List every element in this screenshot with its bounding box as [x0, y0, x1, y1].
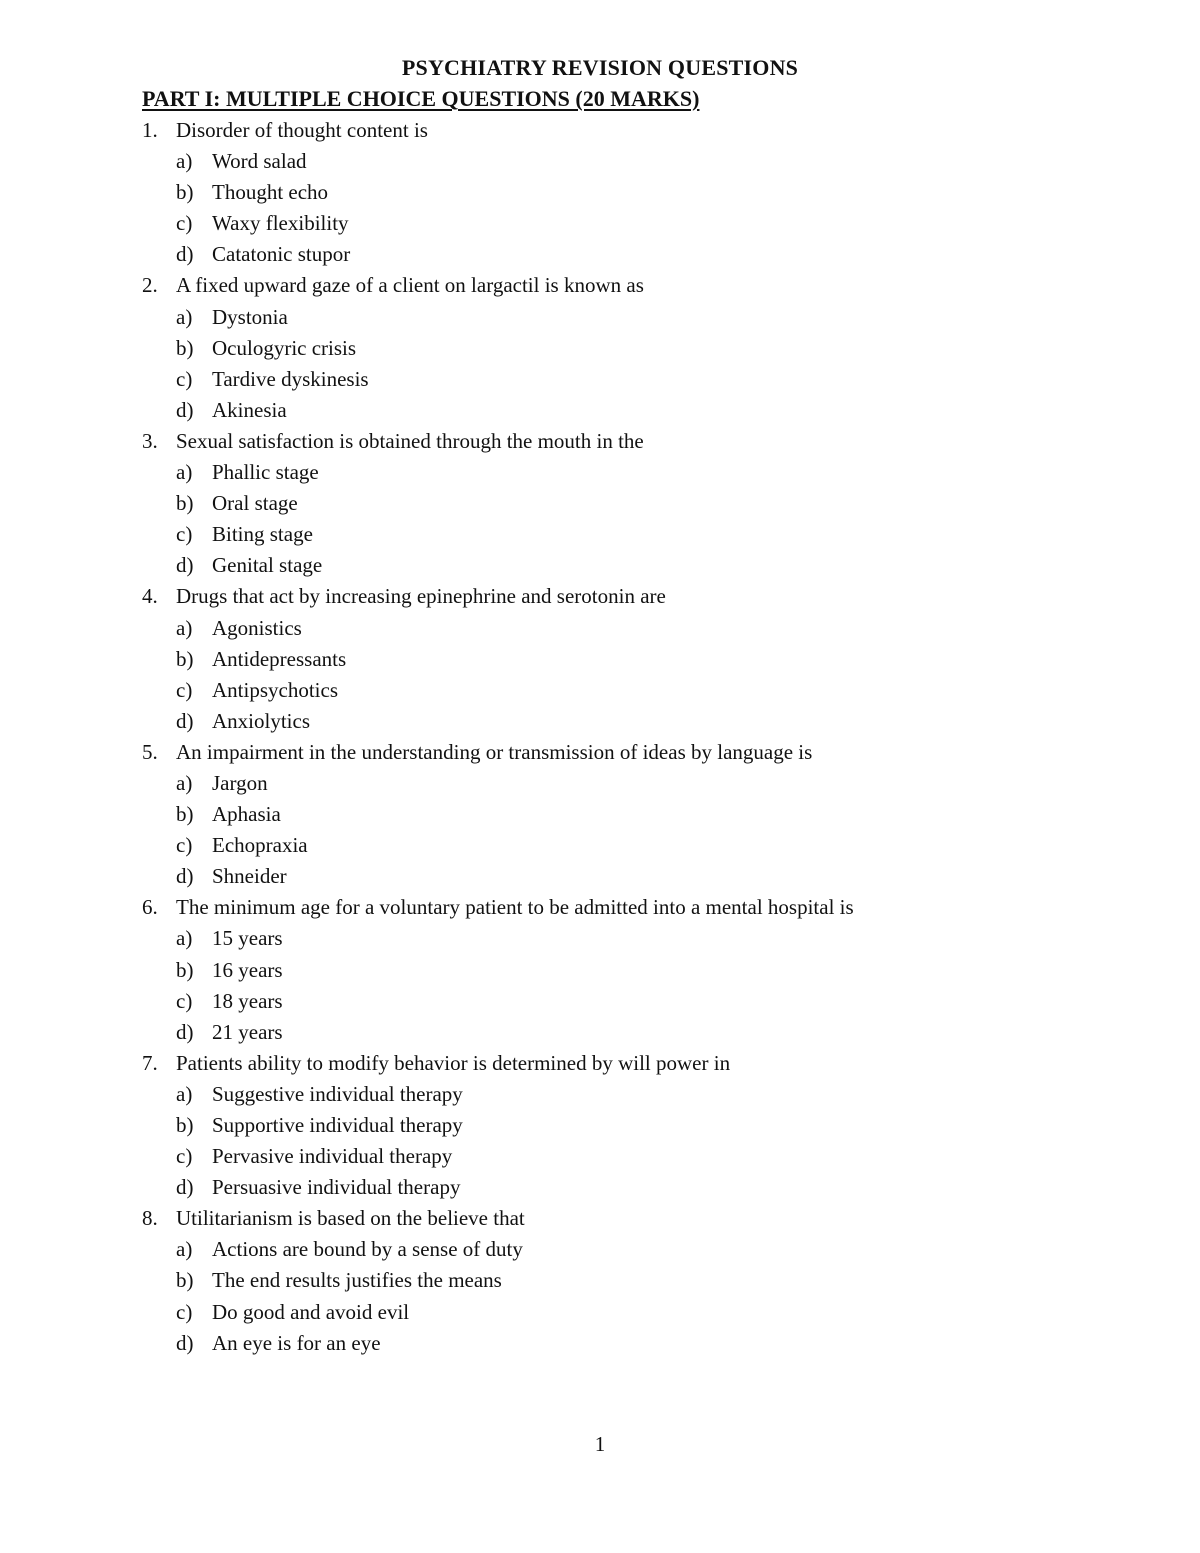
option-letter: d) [176, 1175, 194, 1200]
option-letter: b) [176, 802, 194, 827]
option-line [142, 458, 1142, 489]
option-text: Antidepressants [212, 646, 347, 671]
option-line [142, 1329, 1142, 1360]
option-line [142, 987, 1142, 1018]
question-item [142, 116, 1142, 271]
option-letter: c) [176, 677, 193, 702]
option-text: Suggestive individual therapy [212, 1081, 463, 1106]
option-letter: d) [176, 864, 194, 889]
option-line [142, 303, 1142, 334]
option-line [142, 209, 1142, 240]
question-text: Disorder of thought content is [176, 118, 428, 142]
option-letter: a) [176, 460, 193, 485]
option-letter: a) [176, 926, 193, 951]
option-text: Phallic stage [212, 460, 319, 485]
option-letter: b) [176, 335, 194, 360]
question-item [142, 427, 1142, 582]
option-line [142, 520, 1142, 551]
question-text: A fixed upward gaze of a client on largactil is known as [176, 273, 644, 298]
question-line [142, 582, 1142, 613]
option-line [142, 365, 1142, 396]
question-text: Sexual satisfaction is obtained through the mouth in the [176, 428, 644, 453]
option-text: Dystonia [212, 304, 288, 329]
option-text: Antipsychotics [212, 677, 338, 702]
option-line [142, 831, 1142, 862]
option-line [142, 551, 1142, 582]
option-line [142, 924, 1142, 955]
question-text: Drugs that act by increasing epinephrine and serotonin are [176, 584, 666, 609]
option-text: 21 years [212, 1019, 283, 1044]
option-text: Oral stage [212, 491, 298, 516]
option-text: Genital stage [212, 553, 323, 578]
question-text: An impairment in the understanding or transmission of ideas by language is [176, 739, 813, 764]
option-text: Waxy flexibility [212, 211, 349, 236]
option-letter: b) [176, 180, 194, 205]
option-line [142, 800, 1142, 831]
question-number: 8. [142, 1206, 158, 1231]
option-line [142, 334, 1142, 365]
option-letter: a) [176, 770, 193, 795]
option-text: Aphasia [212, 802, 281, 827]
option-line [142, 862, 1142, 893]
option-letter: a) [176, 149, 193, 174]
question-number: 3. [142, 428, 158, 453]
part-heading: PART I: MULTIPLE CHOICE QUESTIONS (20 MARKS) [142, 86, 700, 111]
option-letter: c) [176, 1299, 193, 1324]
option-line [142, 1266, 1142, 1297]
document-title: PSYCHIATRY REVISION QUESTIONS [401, 55, 799, 80]
option-letter: d) [176, 1019, 194, 1044]
option-text: Persuasive individual therapy [212, 1175, 461, 1200]
question-text: Utilitarianism is based on the believe that [176, 1206, 525, 1231]
option-letter: c) [176, 211, 193, 236]
question-number: 2. [142, 273, 158, 298]
option-letter: c) [176, 988, 193, 1013]
option-letter: c) [176, 522, 193, 547]
question-number: 6. [142, 895, 158, 920]
option-text: Pervasive individual therapy [212, 1144, 453, 1169]
option-line [142, 1173, 1142, 1204]
option-line [142, 769, 1142, 800]
option-text: Akinesia [212, 397, 287, 422]
option-letter: b) [176, 957, 194, 982]
question-item [142, 271, 1142, 426]
question-item [142, 738, 1142, 893]
option-text: Do good and avoid evil [212, 1299, 410, 1324]
option-text: Anxiolytics [212, 708, 310, 733]
option-text: Word salad [212, 149, 307, 174]
option-letter: d) [176, 242, 194, 267]
option-text: 18 years [212, 988, 283, 1013]
option-text: Jargon [212, 770, 268, 795]
option-text: The end results justifies the means [212, 1268, 502, 1293]
option-text: Actions are bound by a sense of duty [212, 1237, 523, 1262]
option-text: Oculogyric crisis [212, 335, 357, 360]
option-line [142, 1142, 1142, 1173]
question-number: 7. [142, 1050, 158, 1075]
option-line [142, 1111, 1142, 1142]
question-number: 5. [142, 739, 158, 764]
option-letter: b) [176, 646, 194, 671]
option-text: An eye is for an eye [212, 1330, 381, 1355]
option-line [142, 1080, 1142, 1111]
question-line [142, 1049, 1142, 1080]
option-text: Tardive dyskinesis [212, 366, 369, 391]
question-text: The minimum age for a voluntary patient to be admitted into a mental hospital is [176, 895, 854, 920]
option-line [142, 956, 1142, 987]
question-line [142, 738, 1142, 769]
option-line [142, 676, 1142, 707]
question-line [142, 893, 1142, 924]
question-line [142, 116, 1142, 147]
option-line [142, 614, 1142, 645]
option-text: 16 years [212, 957, 283, 982]
option-line [142, 1298, 1142, 1329]
option-letter: d) [176, 708, 194, 733]
option-text: Shneider [212, 864, 287, 889]
question-list [142, 116, 1142, 1360]
option-text: Thought echo [212, 180, 329, 205]
option-line [142, 645, 1142, 676]
option-letter: b) [176, 491, 194, 516]
option-letter: d) [176, 397, 194, 422]
question-item [142, 582, 1142, 737]
question-line [142, 1204, 1142, 1235]
question-item [142, 1204, 1142, 1359]
question-line [142, 427, 1142, 458]
question-item [142, 1049, 1142, 1204]
page-number: 1 [594, 1432, 606, 1456]
option-letter: c) [176, 833, 193, 858]
option-text: Biting stage [212, 522, 313, 547]
option-letter: c) [176, 1144, 193, 1169]
question-number: 1. [142, 118, 158, 142]
question-item [142, 893, 1142, 1048]
option-line [142, 489, 1142, 520]
option-line [142, 396, 1142, 427]
option-line [142, 147, 1142, 178]
option-letter: d) [176, 553, 194, 578]
question-text: Patients ability to modify behavior is determined by will power in [176, 1050, 731, 1075]
option-line [142, 1235, 1142, 1266]
option-letter: a) [176, 615, 193, 640]
option-text: Catatonic stupor [212, 242, 351, 267]
option-letter: b) [176, 1268, 194, 1293]
question-number: 4. [142, 584, 158, 609]
option-letter: d) [176, 1330, 194, 1355]
option-text: Agonistics [212, 615, 302, 640]
option-letter: c) [176, 366, 193, 391]
option-letter: a) [176, 304, 193, 329]
option-line [142, 707, 1142, 738]
option-text: Supportive individual therapy [212, 1113, 463, 1137]
option-line [142, 178, 1142, 209]
option-letter: a) [176, 1081, 193, 1106]
option-letter: a) [176, 1237, 193, 1262]
option-text: Echopraxia [212, 833, 308, 858]
option-line [142, 240, 1142, 271]
option-text: 15 years [212, 926, 283, 951]
option-letter: b) [176, 1113, 194, 1137]
option-line [142, 1018, 1142, 1049]
question-line [142, 271, 1142, 302]
